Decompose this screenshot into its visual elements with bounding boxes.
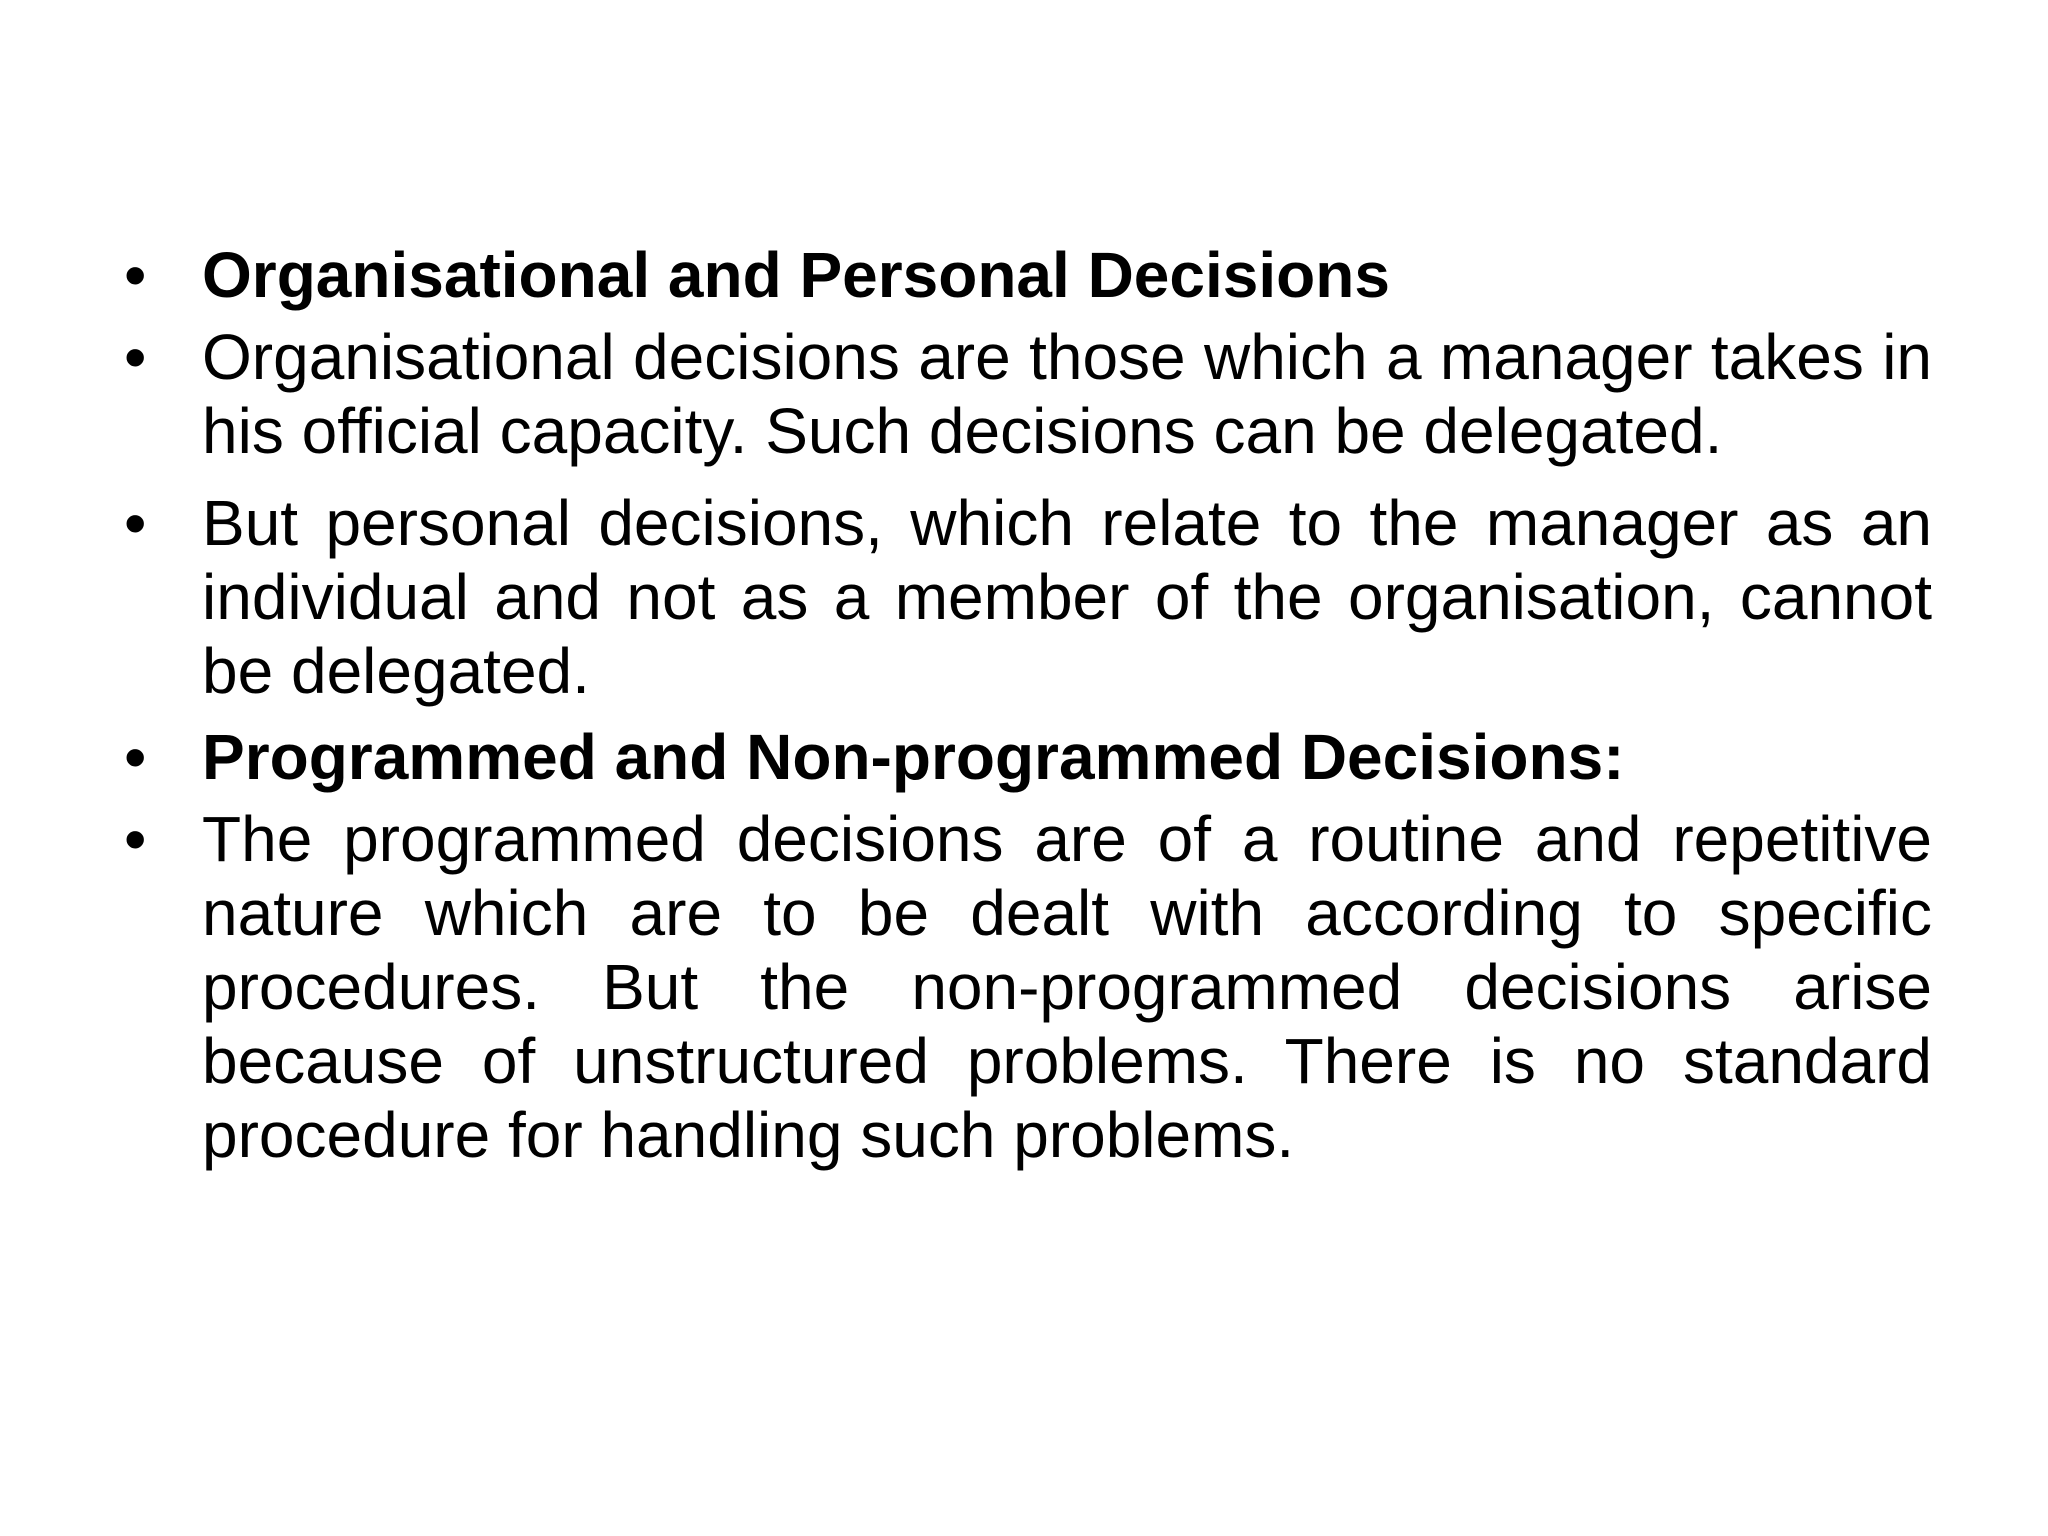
bullet-icon: •	[124, 803, 147, 875]
bullet-programmed-decisions	[124, 802, 1932, 1172]
bullet-text: Organisational and Personal Decisions	[202, 239, 1390, 311]
bullet-personal-decisions	[124, 486, 1932, 708]
bullet-icon: •	[124, 721, 147, 793]
bullet-icon: •	[124, 487, 147, 559]
bullet-organisational-decisions	[124, 320, 1932, 468]
bullet-text: Programmed and Non-programmed Decisions:	[202, 721, 1625, 793]
bullet-heading-programmed-nonprogrammed	[124, 720, 1932, 794]
bullet-list	[124, 238, 1932, 1194]
bullet-text: The programmed decisions are of a routine and repetitive nature which are to be dealt with according to specific procedures. But the non-programmed decisions arise because of unstructured problems. There is no standard procedure for handling such problems.	[202, 803, 1932, 1171]
bullet-icon: •	[124, 239, 147, 311]
bullet-text: But personal decisions, which relate to the manager as an individual and not as a member of the organisation, cannot be delegated.	[202, 487, 1932, 707]
bullet-text: Organisational decisions are those which a manager takes in his official capacity. Such decisions can be delegated.	[202, 321, 1932, 467]
bullet-heading-organisational-personal	[124, 238, 1932, 312]
bullet-icon: •	[124, 321, 147, 393]
